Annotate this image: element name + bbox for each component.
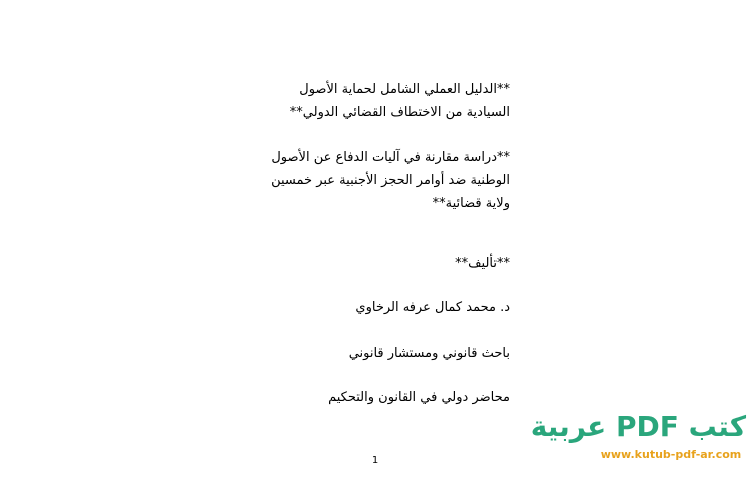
author-role-2: محاضر دولي في القانون والتحكيم [328,390,510,405]
document-title [290,78,510,124]
author-role-1: باحث قانوني ومستشار قانوني [348,346,510,361]
author-heading: **تأليف** [455,256,510,271]
author-name: د. محمد كمال عرفه الرخاوي [355,300,510,315]
title-line-2: السيادية من الاختطاف القضائي الدولي** [289,105,510,120]
subtitle-line-1: **دراسة مقارنة في آليات الدفاع عن الأصول [271,150,510,165]
page-number: 1 [371,455,379,466]
watermark-url: www.kutub-pdf-ar.com [600,448,742,461]
subtitle-line-2: الوطنية ضد أوامر الحجز الأجنبية عبر خمسين [271,173,510,188]
title-line-1: **الدليل العملي الشامل لحماية الأصول [299,82,510,97]
watermark [530,410,746,462]
subtitle-line-3: ولاية قضائية** [432,196,510,211]
watermark-logo-text: كتب PDF عربية [530,410,746,443]
document-subtitle [271,146,510,215]
